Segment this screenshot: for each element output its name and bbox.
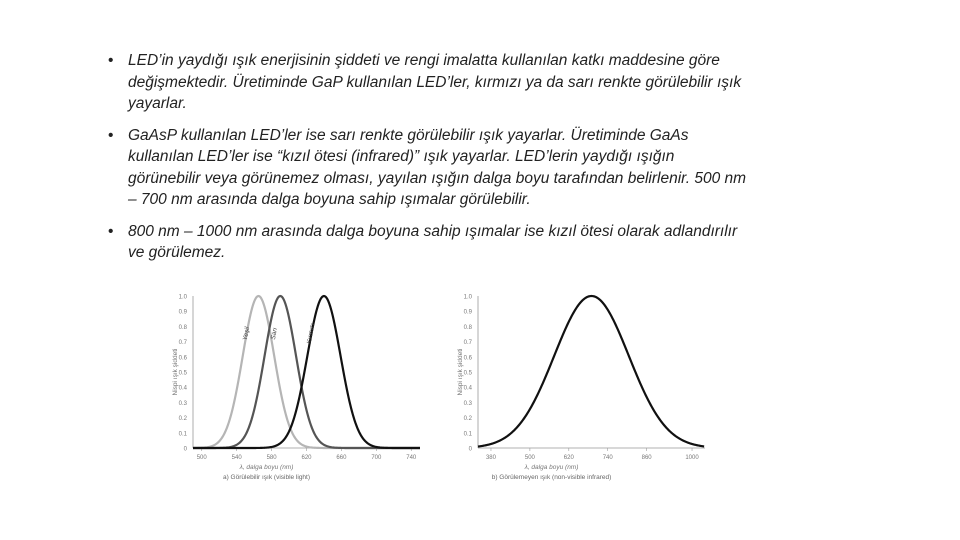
y-tick-label: 0.5 bbox=[178, 370, 187, 377]
x-tick-label: 1000 bbox=[685, 455, 699, 461]
x-axis-label: λ, dalga boyu (nm) bbox=[239, 464, 294, 471]
x-tick-label: 500 bbox=[196, 455, 207, 461]
y-tick-label: 1.0 bbox=[463, 294, 472, 301]
chart-caption: a) Görülebilir ışık (visible light) bbox=[222, 474, 311, 481]
bullet-marker: • bbox=[108, 52, 114, 69]
x-tick-label: 620 bbox=[301, 455, 312, 461]
series-label: Kırmızı bbox=[305, 322, 317, 345]
y-tick-label: 0.1 bbox=[463, 431, 472, 438]
y-tick-label: 0.7 bbox=[178, 340, 187, 347]
bullet-text: GaAsP kullanılan LED’ler ise sarı renkte görülebilir ışık yayarlar. Üretiminde GaAs kullanılan LED’ler ise “kızıl ötesi (infrared)” ışık yayarlar. LED’lerin yaydığı ışığın görünebilir veya görünemez olması, yayılan ışığın dalga boyu tarafından belirlenir. 500 nm – 700 nm arasında dalga boyuna sahip ışımalar görülebilir. bbox=[128, 126, 747, 208]
x-tick-label: 580 bbox=[266, 455, 277, 461]
series-label: Yeşil bbox=[241, 326, 252, 342]
y-tick-label: 0.4 bbox=[178, 385, 187, 392]
y-tick-label: 0.9 bbox=[178, 309, 187, 316]
x-axis-label: λ, dalga boyu (nm) bbox=[524, 464, 579, 471]
y-tick-label: 0.8 bbox=[463, 324, 472, 331]
bullet-text: 800 nm – 1000 nm arasında dalga boyuna sahip ışımalar ise kızıl ötesi olarak adlandırılır ve görülemez. bbox=[128, 222, 738, 261]
y-tick-label: 0.3 bbox=[178, 400, 187, 407]
y-tick-label: 0.3 bbox=[463, 400, 472, 407]
x-tick-label: 620 bbox=[563, 455, 574, 461]
x-tick-label: 380 bbox=[485, 455, 496, 461]
x-tick-label: 740 bbox=[602, 455, 613, 461]
y-tick-label: 0.2 bbox=[178, 416, 187, 423]
y-tick-label: 0.6 bbox=[463, 355, 472, 362]
y-tick-label: 0.7 bbox=[463, 340, 472, 347]
infrared-chart bbox=[450, 286, 715, 486]
bullet-list bbox=[108, 50, 748, 274]
y-axis-label: Nispi ışık şiddeti bbox=[457, 348, 464, 396]
y-axis-label: Nispi ışık şiddeti bbox=[172, 348, 179, 396]
visible-light-chart bbox=[165, 286, 430, 486]
y-tick-label: 0 bbox=[468, 446, 472, 453]
series-label: Sarı bbox=[269, 327, 279, 341]
bullet-item bbox=[108, 125, 748, 211]
y-tick-label: 0.8 bbox=[178, 324, 187, 331]
chart-caption: b) Görülemeyen ışık (non-visible infrared) bbox=[491, 474, 612, 481]
x-tick-label: 860 bbox=[641, 455, 652, 461]
series-line bbox=[193, 296, 420, 448]
x-tick-label: 740 bbox=[406, 455, 417, 461]
y-tick-label: 0 bbox=[183, 446, 187, 453]
y-tick-label: 0.1 bbox=[178, 431, 187, 438]
x-tick-label: 660 bbox=[336, 455, 347, 461]
bullet-item bbox=[108, 50, 748, 115]
bullet-item bbox=[108, 221, 748, 264]
y-tick-label: 1.0 bbox=[178, 294, 187, 301]
bullet-marker: • bbox=[108, 126, 114, 144]
y-tick-label: 0.4 bbox=[463, 385, 472, 392]
y-tick-label: 0.6 bbox=[178, 355, 187, 362]
bullet-text: LED’in yaydığı ışık enerjisinin şiddeti ve rengi imalatta kullanılan katkı maddesine göre değişmektedir. Üretiminde GaP kullanılan LED’ler, kırmızı ya da sarı renkte görülebilir ışık yayarlar. bbox=[128, 52, 742, 112]
bullet-marker: • bbox=[108, 222, 114, 240]
y-tick-label: 0.2 bbox=[463, 416, 472, 423]
series-line bbox=[478, 296, 704, 447]
y-tick-label: 0.5 bbox=[463, 370, 472, 377]
x-tick-label: 500 bbox=[524, 455, 535, 461]
y-tick-label: 0.9 bbox=[463, 309, 472, 316]
x-tick-label: 540 bbox=[231, 455, 242, 461]
x-tick-label: 700 bbox=[371, 455, 382, 461]
